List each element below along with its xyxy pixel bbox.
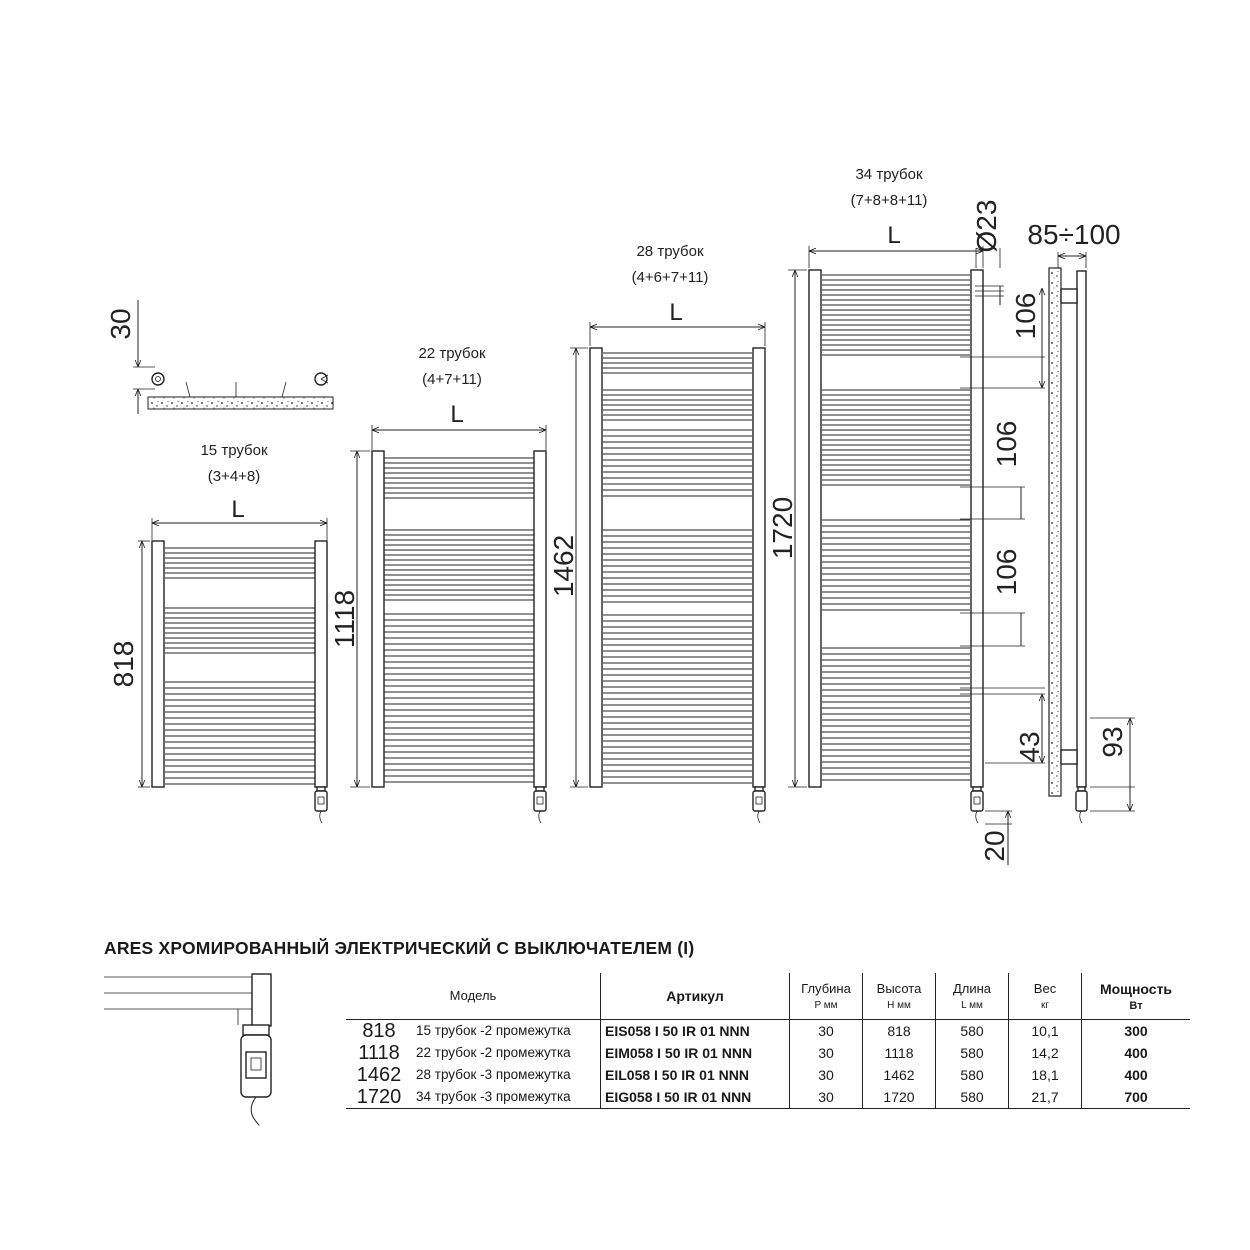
top-view	[105, 300, 333, 414]
radiator-1118-tubes-label: 22 трубок	[418, 345, 486, 362]
spec-table	[346, 973, 1190, 1109]
header-length: Длина L мм	[936, 973, 1009, 1020]
top-view-depth-label: 30	[105, 308, 136, 340]
wall-distance-label: 85÷100	[1027, 219, 1121, 250]
radiator-1720-tubes-label: 34 трубок	[855, 166, 923, 183]
header-article: Артикул	[601, 973, 790, 1020]
top-view-wall	[148, 397, 333, 409]
radiator-1720-groups-label: (7+8+8+11)	[850, 192, 928, 209]
side-rail	[1077, 271, 1086, 787]
radiator-1462-tubes-label: 28 трубок	[636, 243, 704, 260]
heater-detail	[104, 974, 271, 1125]
product-title: ARES ХРОМИРОВАННЫЙ ЭЛЕКТРИЧЕСКИЙ С ВЫКЛЮЧАТЕЛЕМ (I)	[104, 938, 695, 958]
radiator-1118-tubes	[384, 458, 534, 782]
bottom-offset-label: 43	[1014, 731, 1045, 763]
radiator-1720-height-label: 1720	[767, 496, 798, 560]
spacing-label-1: 106	[1010, 292, 1041, 340]
spacing-label-3: 106	[991, 548, 1022, 596]
wall-section	[1049, 268, 1061, 796]
radiator-1118-groups-label: (4+7+11)	[422, 371, 482, 388]
header-power: Мощность Вт	[1082, 973, 1191, 1020]
radiator-1462-height-label: 1462	[548, 534, 579, 598]
side-offset-label: 93	[1097, 726, 1128, 758]
radiator-818-width-label: L	[231, 496, 245, 523]
radiator-1118-width-label: L	[450, 401, 464, 428]
radiator-1462-groups-label: (4+6+7+11)	[631, 269, 709, 286]
radiator-818-tubes-label: 15 трубок	[200, 442, 268, 459]
table-row: 818 15 трубок -2 промежутка EIS058 I 50 IR 01 NNN 30 818 580 10,1 300	[346, 1020, 1190, 1043]
radiator-818-tubes	[165, 548, 315, 784]
radiator-1118	[329, 345, 546, 823]
tube-diameter-label: Ø23	[971, 199, 1002, 253]
spacing-label-2: 106	[991, 420, 1022, 468]
radiator-1462-width-label: L	[669, 299, 683, 326]
radiator-818-height-label: 818	[108, 640, 139, 688]
header-depth: Глубина P мм	[790, 973, 863, 1020]
radiator-1462	[548, 243, 765, 823]
radiator-1720	[767, 166, 1045, 865]
radiator-1720-tubes	[822, 275, 970, 780]
heater-length-label: 20	[979, 830, 1010, 862]
header-weight: Вес кг	[1009, 973, 1082, 1020]
radiator-1462-tubes	[603, 353, 752, 783]
radiator-1118-height-label: 1118	[329, 589, 360, 649]
radiator-818	[108, 442, 327, 823]
heater-1720	[971, 787, 983, 823]
radiator-1720-width-label: L	[887, 222, 901, 249]
table-row: 1720 34 трубок -3 промежутка EIG058 I 50 IR 01 NNN 30 1720 580 21,7 700	[346, 1086, 1190, 1109]
heater-1462	[753, 787, 765, 823]
heater-1118	[534, 787, 546, 823]
header-height: Высота H мм	[863, 973, 936, 1020]
heater-818	[315, 787, 327, 823]
table-row: 1118 22 трубок -2 промежутка EIM058 I 50 IR 01 NNN 30 1118 580 14,2 400	[346, 1042, 1190, 1064]
radiator-818-groups-label: (3+4+8)	[207, 468, 261, 485]
header-model: Модель	[346, 973, 601, 1020]
table-row: 1462 28 трубок -3 промежутка EIL058 I 50 IR 01 NNN 30 1462 580 18,1 400	[346, 1064, 1190, 1086]
